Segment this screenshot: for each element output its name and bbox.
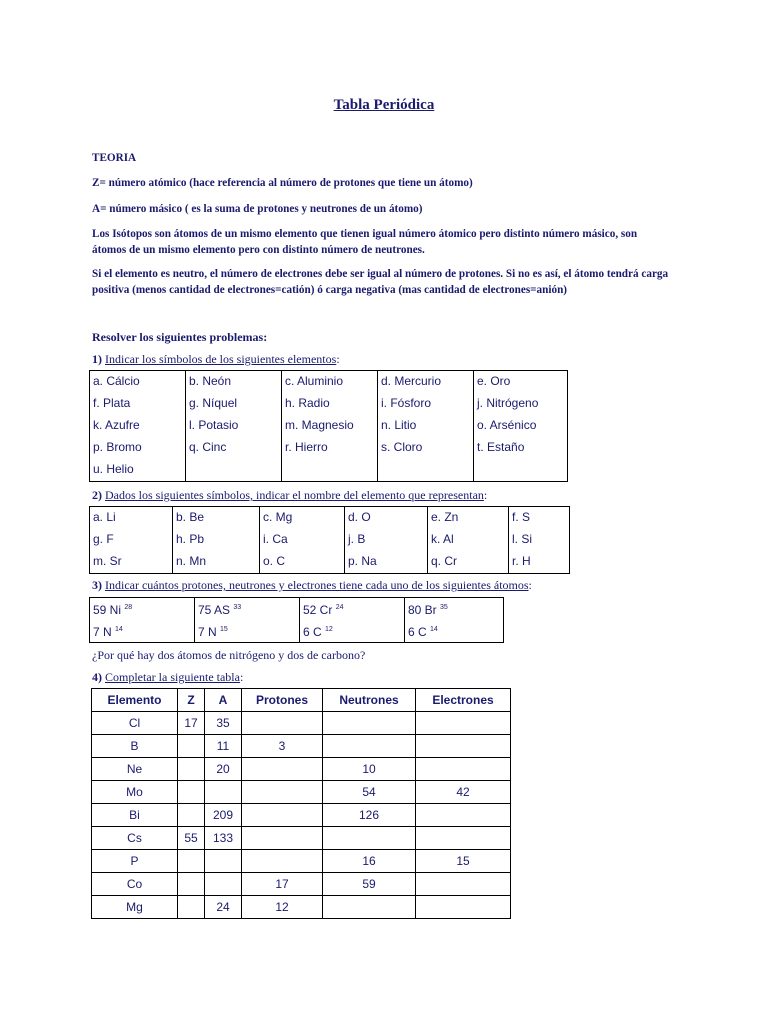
table-cell: k. Azufre	[90, 415, 186, 437]
table-cell	[282, 459, 378, 482]
isotopes-line-2: átomos de un mismo elemento pero con distinto número de neutrones.	[92, 244, 425, 256]
table-row	[92, 827, 511, 850]
table-cell: i. Ca	[260, 529, 345, 551]
table-cell: e. Zn	[428, 507, 509, 530]
isotopes-line-1: Los Isótopos son átomos de un mismo elemento que tienen igual número átomico pero distinto número másico, son	[92, 228, 638, 240]
table-cell: b. Be	[173, 507, 260, 530]
a-definition: A= número másico ( es la suma de protones y neutrones de un átomo)	[92, 203, 423, 215]
question-number: 3)	[92, 578, 102, 592]
table-cell: b. Neón	[186, 371, 282, 394]
table-cell: j. B	[345, 529, 428, 551]
table-row	[90, 393, 568, 415]
table-cell: g. F	[90, 529, 173, 551]
table-cell: d. O	[345, 507, 428, 530]
table-cell	[90, 598, 195, 621]
atomic-number: 33	[233, 604, 242, 611]
table-cell: f. S	[509, 507, 570, 530]
table-cell	[242, 850, 323, 873]
table-cell: c. Aluminio	[282, 371, 378, 394]
table-cell: 17	[178, 712, 205, 735]
table-cell: Ne	[92, 758, 178, 781]
table-cell	[178, 896, 205, 919]
table-cell: 55	[178, 827, 205, 850]
table-cell: e. Oro	[474, 371, 568, 394]
table-cell	[416, 758, 511, 781]
table-cell: d. Mercurio	[378, 371, 474, 394]
atom-notation: 80 Br	[408, 603, 437, 617]
table-cell: 42	[416, 781, 511, 804]
atom-notation: 6 C	[303, 625, 322, 639]
table-row	[90, 529, 570, 551]
table-cell	[416, 873, 511, 896]
table-cell	[205, 850, 242, 873]
table-cell: h. Radio	[282, 393, 378, 415]
table-header-row	[92, 689, 511, 712]
neutral-line-2: positiva (menos cantidad de electrones=catión) ó carga negativa (mas cantidad de electrones=anión)	[92, 284, 568, 296]
table-cell: 24	[205, 896, 242, 919]
table-cell	[474, 459, 568, 482]
table-cell: n. Litio	[378, 415, 474, 437]
question-number: 1)	[92, 352, 102, 366]
table-cell: Mg	[92, 896, 178, 919]
table-cell	[242, 827, 323, 850]
table-cell	[416, 804, 511, 827]
table-row	[92, 712, 511, 735]
theory-heading: TEORIA	[92, 152, 137, 164]
table-cell: 35	[205, 712, 242, 735]
table-cell	[300, 598, 405, 621]
question-suffix: :	[239, 670, 244, 684]
table-row	[90, 371, 568, 394]
table-cell: q. Cinc	[186, 437, 282, 459]
elements-names-table	[89, 370, 568, 482]
question-number: 2)	[92, 488, 102, 502]
table-row	[90, 551, 570, 574]
table-cell	[416, 896, 511, 919]
atomic-number: 15	[220, 626, 228, 633]
question-text: Completar la siguiente tabla	[105, 670, 240, 684]
table-cell: l. Si	[509, 529, 570, 551]
atomic-number: 12	[325, 626, 333, 633]
table-cell	[178, 781, 205, 804]
atoms-table	[89, 597, 504, 643]
table-row	[90, 437, 568, 459]
table-cell: 12	[242, 896, 323, 919]
table-cell: q. Cr	[428, 551, 509, 574]
question-text: Dados los siguientes símbolos, indicar el nombre del elemento que representan	[105, 488, 484, 502]
table-cell: p. Bromo	[90, 437, 186, 459]
z-definition: Z= número atómico (hace referencia al número de protones que tiene un átomo)	[92, 177, 473, 189]
column-header: Protones	[242, 689, 323, 712]
table-cell: u. Helio	[90, 459, 186, 482]
table-cell: g. Níquel	[186, 393, 282, 415]
question-2	[92, 488, 487, 503]
table-cell: p. Na	[345, 551, 428, 574]
table-row	[92, 873, 511, 896]
question-text: Indicar los símbolos de los siguientes elementos	[105, 352, 337, 366]
table-cell	[242, 804, 323, 827]
question-suffix: :	[483, 488, 488, 502]
table-cell	[178, 804, 205, 827]
table-row	[92, 804, 511, 827]
table-cell: r. H	[509, 551, 570, 574]
table-cell	[378, 459, 474, 482]
question-1	[92, 352, 340, 367]
table-cell: a. Li	[90, 507, 173, 530]
atom-notation: 6 C	[408, 625, 427, 639]
question-text: Indicar cuántos protones, neutrones y electrones tiene cada uno de los siguientes átomos	[105, 578, 529, 592]
table-cell: r. Hierro	[282, 437, 378, 459]
table-cell	[323, 735, 416, 758]
completion-table	[91, 688, 511, 919]
atomic-number: 14	[115, 626, 123, 633]
table-cell: f. Plata	[90, 393, 186, 415]
question-suffix: :	[528, 578, 532, 592]
problems-heading: Resolver los siguientes problemas:	[92, 330, 268, 344]
table-cell: k. Al	[428, 529, 509, 551]
column-header: Electrones	[416, 689, 511, 712]
table-cell: a. Cálcio	[90, 371, 186, 394]
table-cell: 59	[323, 873, 416, 896]
table-row	[92, 781, 511, 804]
table-cell: h. Pb	[173, 529, 260, 551]
table-cell	[178, 873, 205, 896]
table-cell: t. Estaño	[474, 437, 568, 459]
table-cell	[300, 620, 405, 643]
table-cell	[323, 896, 416, 919]
table-cell: 11	[205, 735, 242, 758]
column-header: Z	[178, 689, 205, 712]
table-cell: B	[92, 735, 178, 758]
table-cell: l. Potasio	[186, 415, 282, 437]
table-cell	[178, 758, 205, 781]
table-cell: Co	[92, 873, 178, 896]
table-cell: n. Mn	[173, 551, 260, 574]
neutral-line-1: Si el elemento es neutro, el número de electrones debe ser igual al número de protones. Si no es así, el átomo tendrá carga	[92, 268, 669, 280]
table-row	[92, 735, 511, 758]
atom-notation: 75 AS	[198, 603, 231, 617]
table-cell	[405, 620, 504, 643]
column-header: A	[205, 689, 242, 712]
table-cell	[178, 735, 205, 758]
table-cell	[405, 598, 504, 621]
table-cell	[242, 781, 323, 804]
table-cell: Cl	[92, 712, 178, 735]
column-header: Neutrones	[323, 689, 416, 712]
table-cell	[195, 620, 300, 643]
table-cell: Cs	[92, 827, 178, 850]
table-cell	[242, 758, 323, 781]
table-cell: i. Fósforo	[378, 393, 474, 415]
table-cell: c. Mg	[260, 507, 345, 530]
table-row	[90, 507, 570, 530]
question-3	[92, 578, 532, 593]
table-cell: j. Nitrógeno	[474, 393, 568, 415]
atomic-number: 28	[124, 604, 133, 611]
table-cell: s. Cloro	[378, 437, 474, 459]
atomic-number: 24	[335, 604, 344, 611]
table-cell: 17	[242, 873, 323, 896]
page-title: Tabla Periódica	[333, 97, 435, 113]
table-row	[92, 850, 511, 873]
question-3-followup: ¿Por qué hay dos átomos de nitrógeno y dos de carbono?	[92, 648, 366, 662]
table-row	[92, 896, 511, 919]
table-cell: 126	[323, 804, 416, 827]
atom-notation: 7 N	[198, 625, 217, 639]
table-cell: P	[92, 850, 178, 873]
table-row	[90, 620, 504, 643]
atomic-number: 35	[440, 604, 448, 611]
table-cell: 16	[323, 850, 416, 873]
table-row	[90, 598, 504, 621]
table-cell: Mo	[92, 781, 178, 804]
table-cell	[416, 827, 511, 850]
table-cell: o. C	[260, 551, 345, 574]
table-cell	[205, 873, 242, 896]
table-cell: 54	[323, 781, 416, 804]
atom-notation: 7 N	[93, 625, 112, 639]
atom-notation: 52 Cr	[303, 603, 333, 617]
symbols-table	[89, 506, 570, 574]
table-row	[92, 758, 511, 781]
atom-notation: 59 Ni	[93, 603, 122, 617]
table-cell	[323, 712, 416, 735]
table-cell	[242, 712, 323, 735]
question-4	[92, 670, 243, 685]
table-row	[90, 459, 568, 482]
column-header: Elemento	[92, 689, 178, 712]
table-cell: 10	[323, 758, 416, 781]
table-cell: 20	[205, 758, 242, 781]
table-cell: m. Magnesio	[282, 415, 378, 437]
question-number: 4)	[92, 670, 102, 684]
table-cell	[195, 598, 300, 621]
table-cell: 209	[205, 804, 242, 827]
atomic-number: 14	[430, 626, 438, 633]
question-suffix: :	[336, 352, 340, 366]
table-cell: 3	[242, 735, 323, 758]
table-cell	[205, 781, 242, 804]
table-cell	[416, 735, 511, 758]
table-cell	[186, 459, 282, 482]
table-cell	[178, 850, 205, 873]
table-cell	[323, 827, 416, 850]
table-cell: m. Sr	[90, 551, 173, 574]
table-row	[90, 415, 568, 437]
table-cell: Bi	[92, 804, 178, 827]
table-cell: 15	[416, 850, 511, 873]
table-cell: o. Arsénico	[474, 415, 568, 437]
table-cell	[416, 712, 511, 735]
table-cell: 133	[205, 827, 242, 850]
table-cell	[90, 620, 195, 643]
